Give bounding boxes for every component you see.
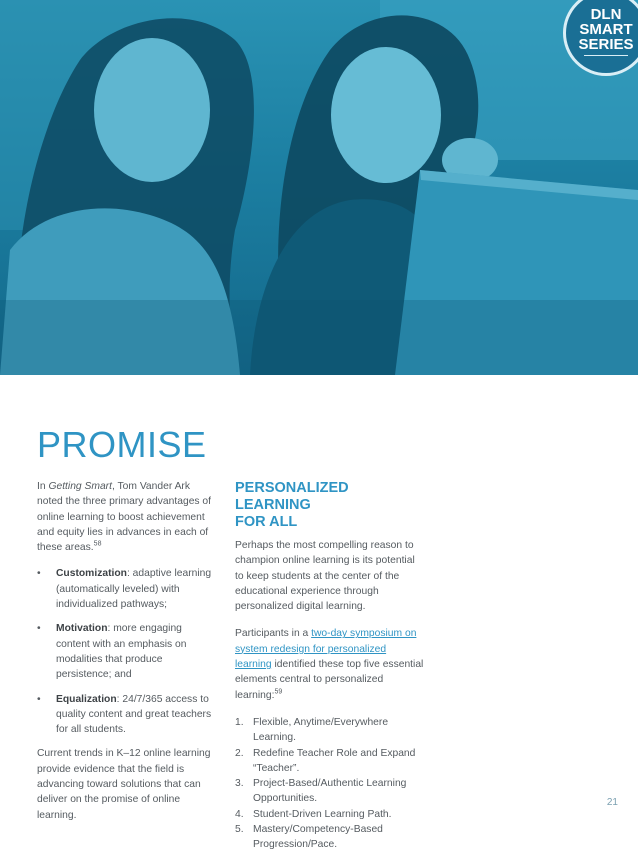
advantage-desc: : more engaging content with an emphasis on modalities that produce persistence; and — [56, 623, 187, 681]
compelling-reason-paragraph: Perhaps the most compelling reason to champion online learning is its potential to keep students at the center of the educational experience through personalized digital learning. — [235, 540, 415, 613]
advantage-desc: : 24/7/365 access to quality content and great teachers for all students. — [56, 693, 212, 736]
item-text: Redefine Teacher Role and Expand “Teacher”. — [253, 747, 416, 774]
page-title: PROMISE — [37, 424, 207, 465]
advantages-list — [37, 566, 215, 737]
section-heading-line-1: PERSONALIZED LEARNING — [235, 480, 349, 513]
badge-line-2: SMART — [579, 21, 633, 38]
item-number: 4. — [235, 808, 244, 820]
item-number: 3. — [235, 778, 244, 790]
item-text: Project-Based/Authentic Learning Opportunities. — [253, 778, 407, 805]
bullet: • — [37, 693, 41, 705]
advantage-term: Customization — [56, 568, 127, 580]
item-text: Student-Driven Learning Path. — [253, 808, 392, 820]
bullet: • — [37, 623, 41, 635]
list-item — [37, 566, 215, 612]
list-item — [235, 715, 425, 746]
advantage-desc: : adaptive learning (automatically leveled) with individualized pathways; — [56, 568, 212, 611]
intro-paragraph — [37, 479, 215, 555]
badge-line-3: SERIES — [578, 36, 634, 53]
footnote-59[interactable]: 59 — [274, 688, 283, 696]
right-column — [235, 480, 425, 853]
item-text: Mastery/Competency-Based Progression/Pace. — [253, 824, 383, 851]
participants-prefix: Participants in a — [235, 628, 312, 640]
list-item — [235, 807, 425, 822]
symposium-link[interactable]: two-day symposium on system redesign for personalized learning — [235, 628, 417, 671]
hero-photo — [0, 0, 638, 375]
footnote-58[interactable]: 58 — [93, 540, 102, 548]
intro-text: , Tom Vander Ark noted the three primary advantages of online learning to boost achievement and equity lies in advances in each of these areas. — [37, 481, 212, 554]
list-item — [235, 746, 425, 777]
list-item — [37, 692, 215, 738]
bullet: • — [37, 568, 41, 580]
participants-suffix: identified these top five essential elements central to personalized learning: — [235, 659, 424, 701]
page-number: 21 — [606, 797, 618, 808]
participants-paragraph — [235, 626, 425, 702]
badge-line-1: DLN — [590, 6, 622, 23]
advantage-term: Equalization — [56, 693, 117, 705]
list-item — [37, 621, 215, 682]
badge-divider — [584, 55, 628, 56]
item-number: 5. — [235, 824, 244, 836]
students-with-laptop-image — [0, 0, 638, 375]
current-trends-paragraph: Current trends in K–12 online learning provide evidence that the field is advancing toward solutions that can deliver on the promise of online learning. — [37, 748, 211, 821]
item-text: Flexible, Anytime/Everywhere Learning. — [253, 716, 389, 744]
book-title: Getting Smart — [48, 481, 112, 492]
advantage-term: Motivation — [56, 623, 108, 635]
left-column — [37, 479, 215, 823]
section-heading — [235, 480, 425, 531]
item-number: 2. — [235, 747, 244, 759]
section-heading-line-2: FOR ALL — [235, 514, 298, 530]
list-item — [235, 822, 425, 853]
list-item — [235, 776, 425, 807]
intro-prefix: In — [37, 481, 49, 492]
item-number: 1. — [235, 716, 244, 728]
essential-elements-list — [235, 715, 425, 853]
